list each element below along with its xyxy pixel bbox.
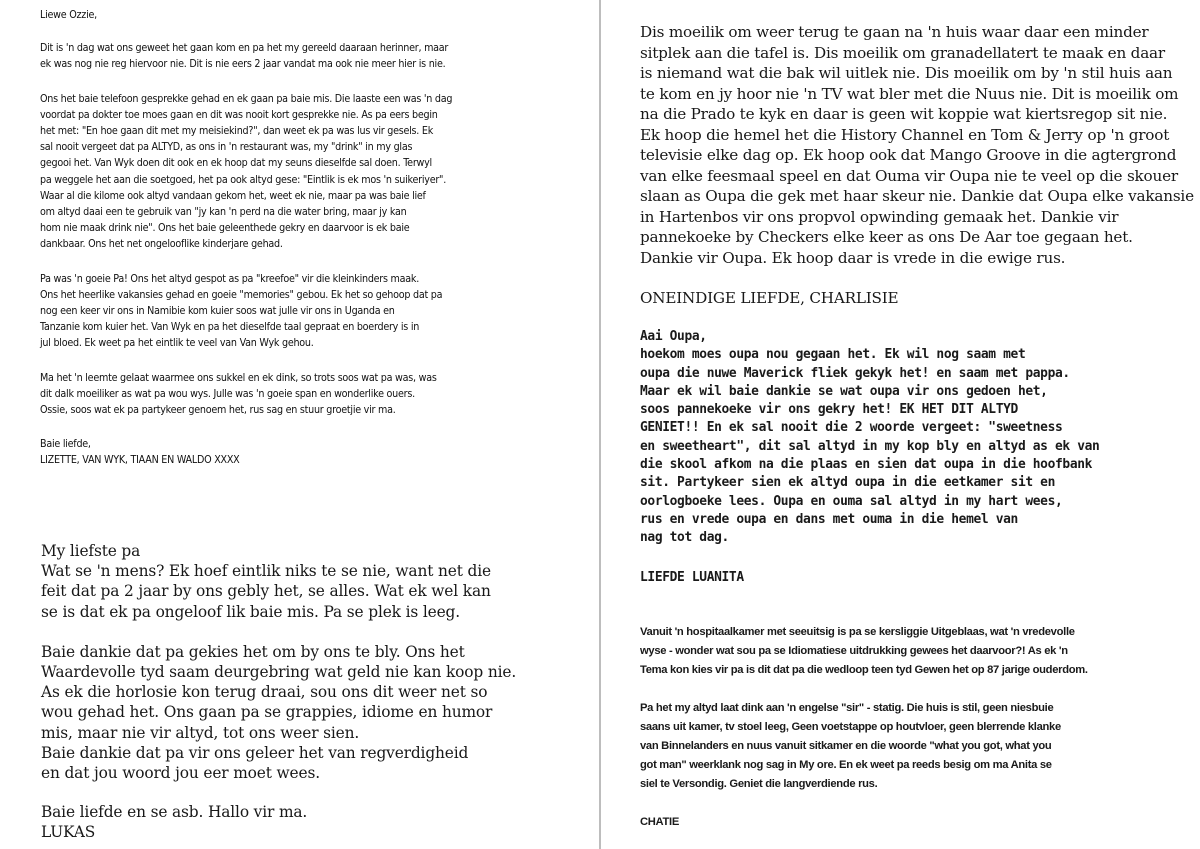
luanita-line: oorlogboeke lees. Oupa en ouma sal altyd in my hart wees,	[640, 493, 1063, 509]
lizette-p2-line: voordat pa dokter toe moes gaan en dit was nooit kort gesprekke nie. As pa eers begin	[40, 109, 438, 122]
lukas-p2-line: As ek die horlosie kon terug draai, sou ons dit weer net so	[41, 683, 488, 702]
charlisie-line: sitplek aan die tafel is. Dis moeilik om granadellatert te maak en daar	[640, 43, 1165, 62]
charlisie-signature: ONEINDIGE LIEFDE, CHARLISIE	[640, 289, 899, 307]
lizette-p3-line: nog een keer vir ons in Namibie kom kuier soos wat julle vir ons in Uganda en	[40, 305, 395, 318]
lizette-p2-line: sal nooit vergeet dat pa ALTYD, as ons in 'n restaurant was, my "drink" in my glas	[40, 141, 413, 154]
lizette-signature: LIZETTE, VAN WYK, TIAAN EN WALDO XXXX	[40, 454, 240, 468]
luanita-line: die skool afkom na die plaas en sien dat oupa in die hoofbank	[640, 457, 1093, 473]
lizette-p2-line: gegooi het. Van Wyk doen dit ook en ek hoop dat my seuns dieselfde sal doen. Terwyl	[40, 157, 432, 170]
lizette-p3-line: jul bloed. Ek weet pa het eintlik te veel van Van Wyk gehou.	[40, 337, 314, 351]
right-page	[601, 0, 1200, 849]
charlisie-line: van elke feesmaal speel en dat Ouma vir Oupa nie te veel op die skouer	[640, 166, 1178, 185]
luanita-line: rus en vrede oupa en dans met ouma in die hemel van	[640, 511, 1018, 527]
lukas-greeting: My liefste pa	[41, 542, 141, 560]
luanita-signature: LIEFDE LUANITA	[640, 569, 744, 585]
chatie-letter	[640, 623, 1190, 832]
lizette-closing: Baie liefde,	[40, 438, 91, 451]
lizette-p1-line: Dit is 'n dag wat ons geweet het gaan kom en pa het my gereeld daaraan herinner, maar	[40, 42, 449, 55]
chatie-p2-line: siel te Versondig. Geniet die langverdiende rus.	[640, 778, 878, 790]
lizette-p3-line: Tanzanie kom kuier het. Van Wyk en pa het dieselfde taal gepraat en boerdery is in	[40, 321, 420, 334]
chatie-signature: CHATIE	[640, 816, 680, 828]
chatie-p2-line: Pa het my altyd laat dink aan 'n engelse "sir" - statig. Die huis is stil, geen niesbuie	[640, 702, 1054, 714]
lukas-p2-line: Baie dankie dat pa gekies het om by ons te bly. Ons het	[41, 642, 465, 661]
lukas-p2-line: Waardevolle tyd saam deurgebring wat geld nie kan koop nie.	[41, 663, 517, 682]
lizette-p2-line: pa weggele het aan die soetgoed, het pa ook altyd gese: "Eintlik is ek mos 'n suikeriyer".	[40, 173, 447, 187]
lizette-p4-line: dit dalk moeiliker as wat pa wou wys. Julle was 'n goeie span en wonderlike ouers.	[40, 388, 415, 401]
charlisie-line: in Hartenbos vir ons propvol opwinding gemaak het. Dankie vir	[640, 207, 1119, 226]
chatie-p2-line: got man" weerklank nog sag in My ore. En ek weet pa reeds besig om ma Anita se	[640, 759, 1052, 771]
luanita-line: en sweetheart", dit sal altyd in my kop bly en altyd as ek van	[640, 438, 1100, 454]
chatie-p2-line: saans uit kamer, tv stoel leeg, Geen voetstappe op houtvloer, geen blerrende klanke	[640, 721, 1061, 733]
charlisie-line: Dankie vir Oupa. Ek hoop daar is vrede in die ewige rus.	[640, 248, 1066, 267]
lizette-p4-line: Ma het 'n leemte gelaat waarmee ons sukkel en ek dink, so trots soos wat pa was, was	[40, 371, 437, 385]
charlisie-line: Ek hoop die hemel het die History Channel en Tom & Jerry op 'n groot	[640, 125, 1170, 144]
luanita-line: nag tot dag.	[640, 530, 729, 546]
luanita-line: hoekom moes oupa nou gegaan het. Ek wil nog saam met	[640, 347, 1026, 363]
lukas-p2-line: en dat jou woord jou eer moet wees.	[41, 764, 320, 783]
charlisie-line: te kom en jy hoor nie 'n TV wat bler met die Nuus nie. Dit is moeilik om	[640, 84, 1179, 103]
luanita-line: GENIET!! En ek sal nooit die 2 woorde vergeet: "sweetness	[640, 420, 1063, 436]
lizette-p2-line: Ons het baie telefoon gesprekke gehad en ek gaan pa baie mis. Die laaste een was 'n dag	[40, 92, 453, 106]
lizette-p2-line: het met: "En hoe gaan dit met my meisiekind?", dan weet ek pa was lus vir gesels. Ek	[40, 125, 434, 138]
luanita-letter	[640, 328, 1188, 587]
chatie-p1-line: Vanuit 'n hospitaalkamer met seeuitsig is pa se kersliggie Uitgeblaas, wat 'n vredevolle	[640, 626, 1075, 638]
lukas-p1-line: feit dat pa 2 jaar by ons gebly het, se alles. Wat ek wel kan	[41, 582, 491, 601]
charlisie-line: is niemand wat die bak wil uitlek nie. Dis moeilik om by 'n stil huis aan	[640, 64, 1173, 82]
lukas-signature: LUKAS	[41, 823, 96, 842]
lizette-p2-line: hom nie maak drink nie". Ons het baie geleenthede gekry en daarvoor is ek baie	[40, 222, 410, 235]
charlisie-letter	[640, 22, 1194, 309]
lizette-p2-line: om altyd daai een te gebruik van "jy kan 'n perd na die water bring, maar jy kan	[40, 206, 407, 219]
left-page	[0, 0, 599, 849]
chatie-p1-line: Tema kon kies vir pa is dit dat pa die wedloop teen tyd Gewen het op 87 jarige ouderdom.	[640, 664, 1088, 676]
charlisie-line: slaan as Oupa die gek met haar skeur nie. Dankie dat Oupa elke vakansie	[640, 187, 1194, 205]
luanita-line: Maar ek wil baie dankie se wat oupa vir ons gedoen het,	[640, 383, 1048, 399]
lizette-p4-line: Ossie, soos wat ek pa partykeer genoem het, rus sag en stuur groetjie vir ma.	[40, 404, 396, 417]
lukas-letter	[41, 541, 586, 843]
chatie-p2-line: van Binnelanders en nuus vanuit sitkamer en die woorde "what you got, what you	[640, 740, 1052, 752]
lukas-p2-line: mis, maar nie vir altyd, tot ons weer sien.	[41, 723, 360, 742]
luanita-line: soos pannekoeke vir ons gekry het! EK HET DIT ALTYD	[640, 402, 1018, 418]
lizette-letter	[40, 7, 580, 469]
lukas-p1-line: se is dat ek pa ongeloof lik baie mis. Pa se plek is leeg.	[41, 602, 460, 621]
lizette-p1-line: ek was nog nie reg hiervoor nie. Dit is nie eers 2 jaar vandat ma ook nie meer hier is nie.	[40, 58, 446, 71]
luanita-line: oupa die nuwe Maverick fliek gekyk het! en saam met pappa.	[640, 365, 1070, 381]
luanita-greeting: Aai Oupa,	[640, 329, 707, 344]
lukas-p2-line: Baie dankie dat pa vir ons geleer het van regverdigheid	[41, 743, 469, 762]
lukas-closing: Baie liefde en se asb. Hallo vir ma.	[41, 803, 308, 822]
charlisie-line: na die Prado te kyk en daar is geen wit koppie wat kiertsregop sit nie.	[640, 105, 1168, 123]
lizette-p3-line: Ons het heerlike vakansies gehad en goeie "memories" gebou. Ek het so gehoop dat pa	[40, 289, 443, 302]
chatie-p1-line: wyse - wonder wat sou pa se Idiomatiese uitdrukking gewees het daarvoor?! As ek 'n	[640, 645, 1068, 657]
lukas-p2-line: wou gehad het. Ons gaan pa se grappies, idiome en humor	[41, 703, 493, 722]
lizette-greeting: Liewe Ozzie,	[40, 9, 97, 22]
lukas-p1-line: Wat se 'n mens? Ek hoef eintlik niks te se nie, want net die	[41, 562, 491, 581]
luanita-line: sit. Partykeer sien ek altyd oupa in die eetkamer sit en	[640, 475, 1056, 491]
charlisie-line: pannekoeke by Checkers elke keer as ons De Aar toe gegaan het.	[640, 228, 1133, 246]
charlisie-line: Dis moeilik om weer terug te gaan na 'n huis waar daar een minder	[640, 23, 1149, 41]
charlisie-line: televisie elke dag op. Ek hoop ook dat Mango Groove in die agtergrond	[640, 146, 1177, 164]
lizette-p2-line: dankbaar. Ons het net ongelooflike kinderjare gehad.	[40, 238, 283, 251]
lizette-p2-line: Waar al die kilome ook altyd vandaan gekom het, weet ek nie, maar pa was baie lief	[40, 190, 426, 203]
lizette-p3-line: Pa was 'n goeie Pa! Ons het altyd gespot as pa "kreefoe" vir die kleinkinders maak.	[40, 272, 420, 286]
